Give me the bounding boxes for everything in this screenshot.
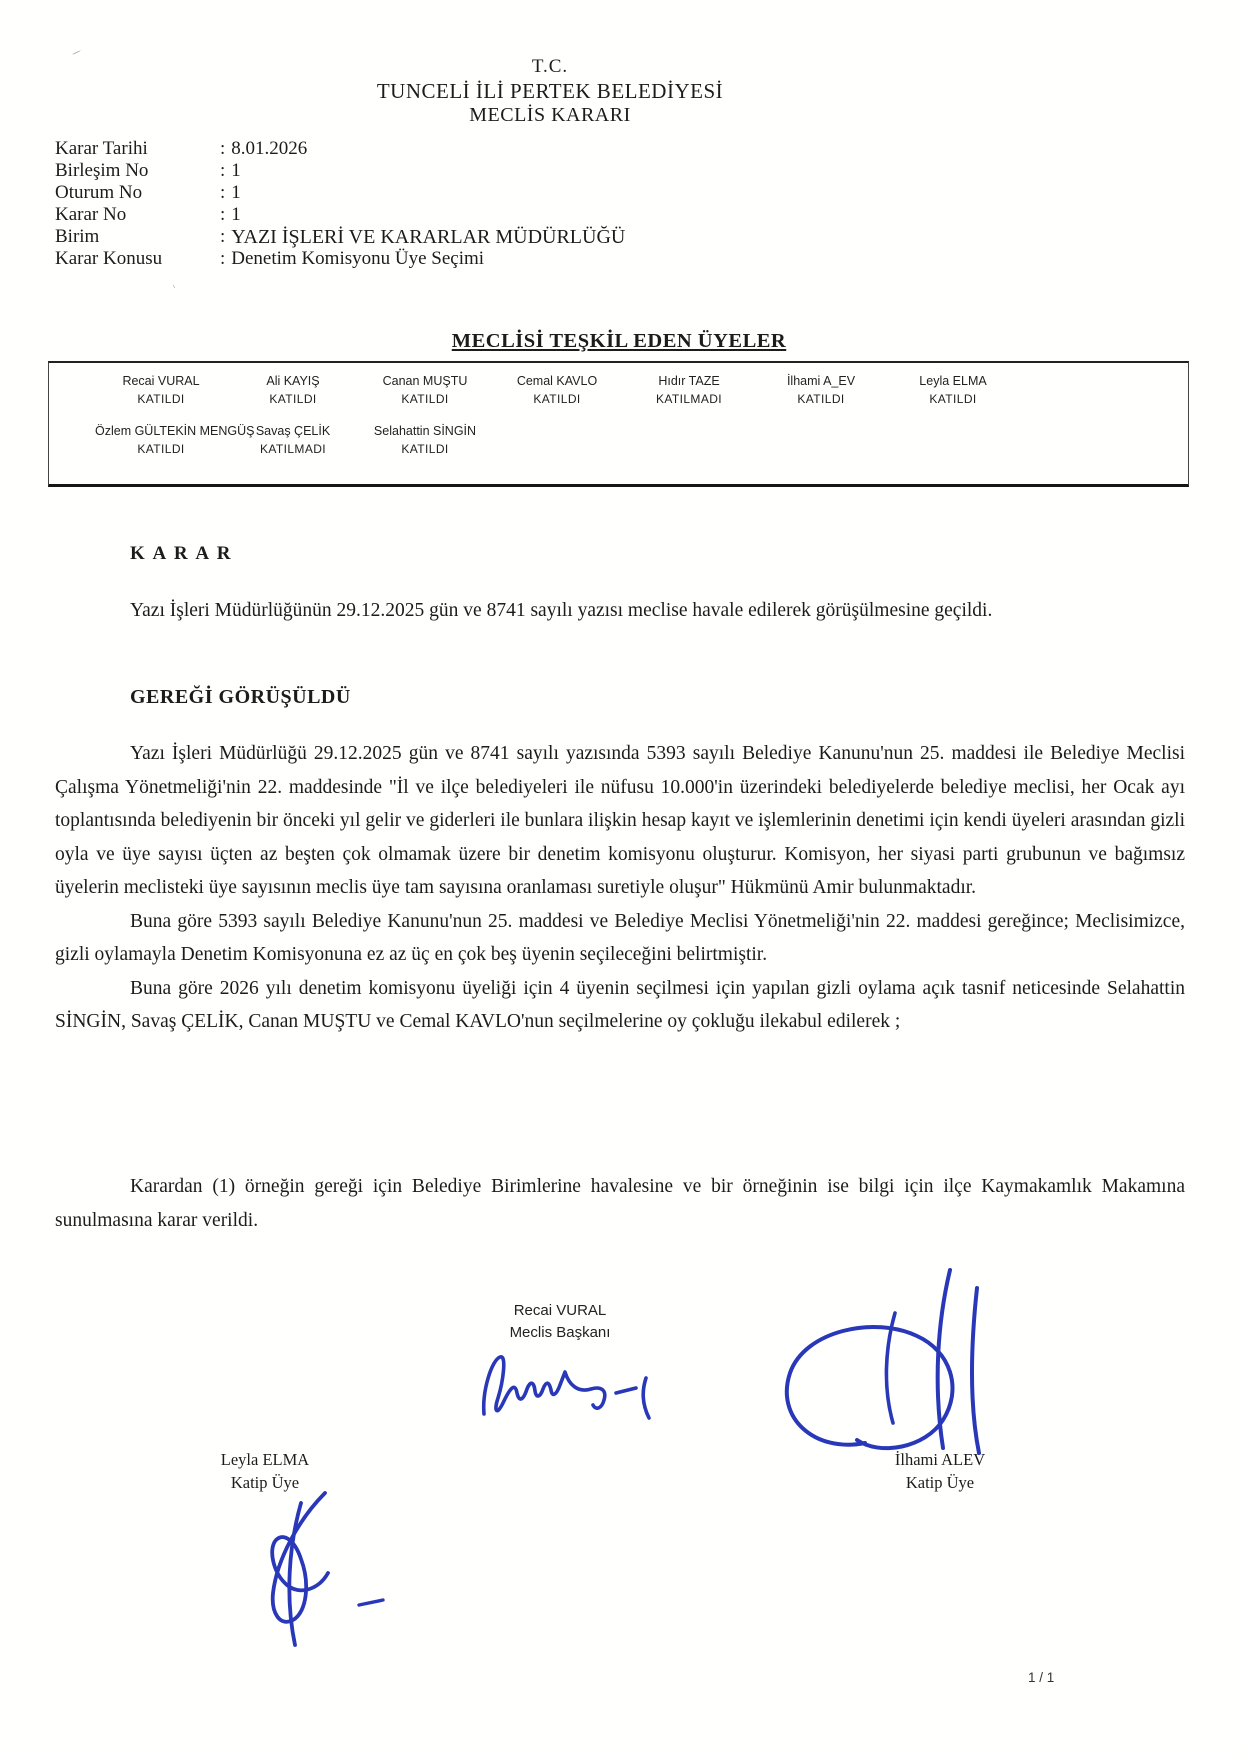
member-name: İlhami A_EV <box>786 374 856 388</box>
meta-value: 1 <box>231 204 241 225</box>
page-number: 1 / 1 <box>1028 1670 1055 1685</box>
signatory-name: İlhami ALEV <box>894 1450 986 1469</box>
header-municipality: TUNCELİ İLİ PERTEK BELEDİYESİ <box>376 79 724 103</box>
main-paragraph-block <box>55 737 1185 1039</box>
member-name: Recai VURAL <box>122 374 200 388</box>
president-signature-ink <box>470 1340 670 1435</box>
member-status: KATILDI <box>137 442 185 456</box>
geregi-heading: GEREĞİ GÖRÜŞÜLDÜ <box>130 686 351 708</box>
meta-value: Denetim Komisyonu Üye Seçimi <box>231 248 485 269</box>
meta-row-oturum-no <box>55 182 625 204</box>
member-status: KATILMADI <box>655 392 723 406</box>
member-cell <box>887 373 1019 407</box>
signatory-title: Meclis Başkanı <box>509 1324 611 1341</box>
karar-heading: K A R A R <box>130 543 233 564</box>
signatory-name: Recai VURAL <box>513 1302 607 1319</box>
meta-label: Birleşim No <box>55 160 149 181</box>
intro-paragraph-block <box>55 594 1185 628</box>
meta-separator: : <box>220 182 226 203</box>
header-tc: T.C. <box>531 56 569 77</box>
document-header <box>0 55 1100 127</box>
meta-label: Karar No <box>55 204 127 225</box>
member-status: KATILDI <box>929 392 977 406</box>
decision-meta <box>55 138 625 270</box>
paragraph: Karardan (1) örneğin gereği için Belediye Birimlerine havalesine ve bir örneğinin ise bilgi için ilçe Kaymakamlık Makamına sunulmasına karar verildi. <box>55 1176 1185 1231</box>
header-doc-type: MECLİS KARARI <box>469 104 631 126</box>
member-status: KATILDI <box>401 442 449 456</box>
signature-block-clerk-left <box>175 1448 355 1494</box>
meta-separator: : <box>220 248 226 269</box>
signature-block-clerk-right <box>845 1448 1035 1494</box>
paragraph: Buna göre 5393 sayılı Belediye Kanunu'nun 25. maddesi ve Belediye Meclisi Yönetmeliği'nin 22. maddesi gereğince; Meclisimizce, gizli oylamayla Denetim Komisyonuna ez az üç en çok beş üyenin seçileceğini belirtmiştir. <box>55 910 1185 965</box>
meta-row-birlesim-no <box>55 160 625 182</box>
member-name: Selahattin SİNGİN <box>373 424 477 438</box>
clerk-right-signature-ink <box>745 1258 1005 1468</box>
signatory-name: Leyla ELMA <box>220 1450 310 1469</box>
members-table <box>48 361 1189 487</box>
paragraph: Buna göre 2026 yılı denetim komisyonu üyeliği için 4 üyenin seçilmesi için yapılan gizli oylama açık tasnif neticesinde Selahattin SİNGİN, Savaş ÇELİK, Canan MUŞTU ve Cemal KAVLO'nun seçilmelerine oy çokluğu ilekabul edilerek ; <box>55 977 1185 1032</box>
member-name: Leyla ELMA <box>919 374 987 388</box>
meta-value: YAZI İŞLERİ VE KARARLAR MÜDÜRLÜĞÜ <box>231 226 626 248</box>
member-status: KATILMADI <box>259 442 327 456</box>
meta-row-karar-konusu <box>55 248 625 270</box>
members-row-1 <box>95 373 1188 407</box>
meta-value: 8.01.2026 <box>231 138 308 159</box>
meta-row-birim <box>55 226 625 248</box>
meta-label: Birim <box>55 226 100 247</box>
member-status: KATILDI <box>533 392 581 406</box>
paragraph: Yazı İşleri Müdürlüğü 29.12.2025 gün ve 8741 sayılı yazısında 5393 sayılı Belediye Kanunu'nun 25. maddesi ile Belediye Meclisi Çalışma Yönetmeliği'nin 22. maddesinde "İl ve ilçe belediyeleri ile nüfusu 10.000'in üzerindeki belediyelerde belediye meclisi, her Ocak ayı toplantısında belediyenin bir önceki yıl gelir ve giderleri ile bunlara ilişkin hesap kayıt ve işlemlerinin denetimi için kendi üyeleri arasından gizli oyla ve üye sayısı üçten az beşten çok olmamak üzere bir denetim komisyonu oluşturur. Komisyon, her siyasi parti grubunun ve bağımsız üyelerin meclisteki üye sayısının meclis üye tam sayısına oranlaması suretiyle oluşur" Hükmünü Amir bulunmaktadır. <box>55 743 1185 898</box>
signature-block-president <box>460 1300 660 1344</box>
member-name: Savaş ÇELİK <box>255 424 331 438</box>
member-status: KATILDI <box>401 392 449 406</box>
meta-separator: : <box>220 204 226 225</box>
meta-separator: : <box>220 160 226 181</box>
member-cell <box>623 373 755 407</box>
meta-label: Karar Konusu <box>55 248 163 269</box>
meta-label: Karar Tarihi <box>55 138 148 159</box>
member-cell <box>227 423 359 457</box>
members-table-title: MECLİSİ TEŞKİL EDEN ÜYELER <box>451 330 787 352</box>
scan-artifact <box>173 285 176 289</box>
member-name: Canan MUŞTU <box>382 374 468 388</box>
member-name: Cemal KAVLO <box>516 374 598 388</box>
meta-value: 1 <box>231 182 241 203</box>
member-name: Hıdır TAZE <box>658 374 720 388</box>
member-cell <box>359 423 491 457</box>
member-name: Özlem GÜLTEKİN MENGÜŞ <box>95 424 255 438</box>
member-cell <box>227 373 359 407</box>
member-cell <box>755 373 887 407</box>
members-row-2 <box>95 423 1188 457</box>
meta-row-karar-no <box>55 204 625 226</box>
member-cell <box>491 373 623 407</box>
paragraph: Yazı İşleri Müdürlüğünün 29.12.2025 gün ve 8741 sayılı yazısı meclise havale edilerek görüşülmesine geçildi. <box>130 600 993 621</box>
member-cell <box>359 373 491 407</box>
member-cell <box>95 373 227 407</box>
meta-separator: : <box>220 226 226 247</box>
meta-value: 1 <box>231 160 241 181</box>
member-name: Ali KAYIŞ <box>266 374 320 388</box>
member-status: KATILDI <box>269 392 317 406</box>
signatory-title: Katip Üye <box>905 1473 975 1492</box>
member-status: KATILDI <box>137 392 185 406</box>
signatory-title: Katip Üye <box>230 1473 300 1492</box>
closing-paragraph-block <box>55 1170 1185 1237</box>
member-cell <box>95 423 255 457</box>
meta-label: Oturum No <box>55 182 143 203</box>
meta-separator: : <box>220 138 226 159</box>
clerk-left-signature-ink <box>225 1485 405 1655</box>
member-status: KATILDI <box>797 392 845 406</box>
meta-row-karar-tarihi <box>55 138 625 160</box>
